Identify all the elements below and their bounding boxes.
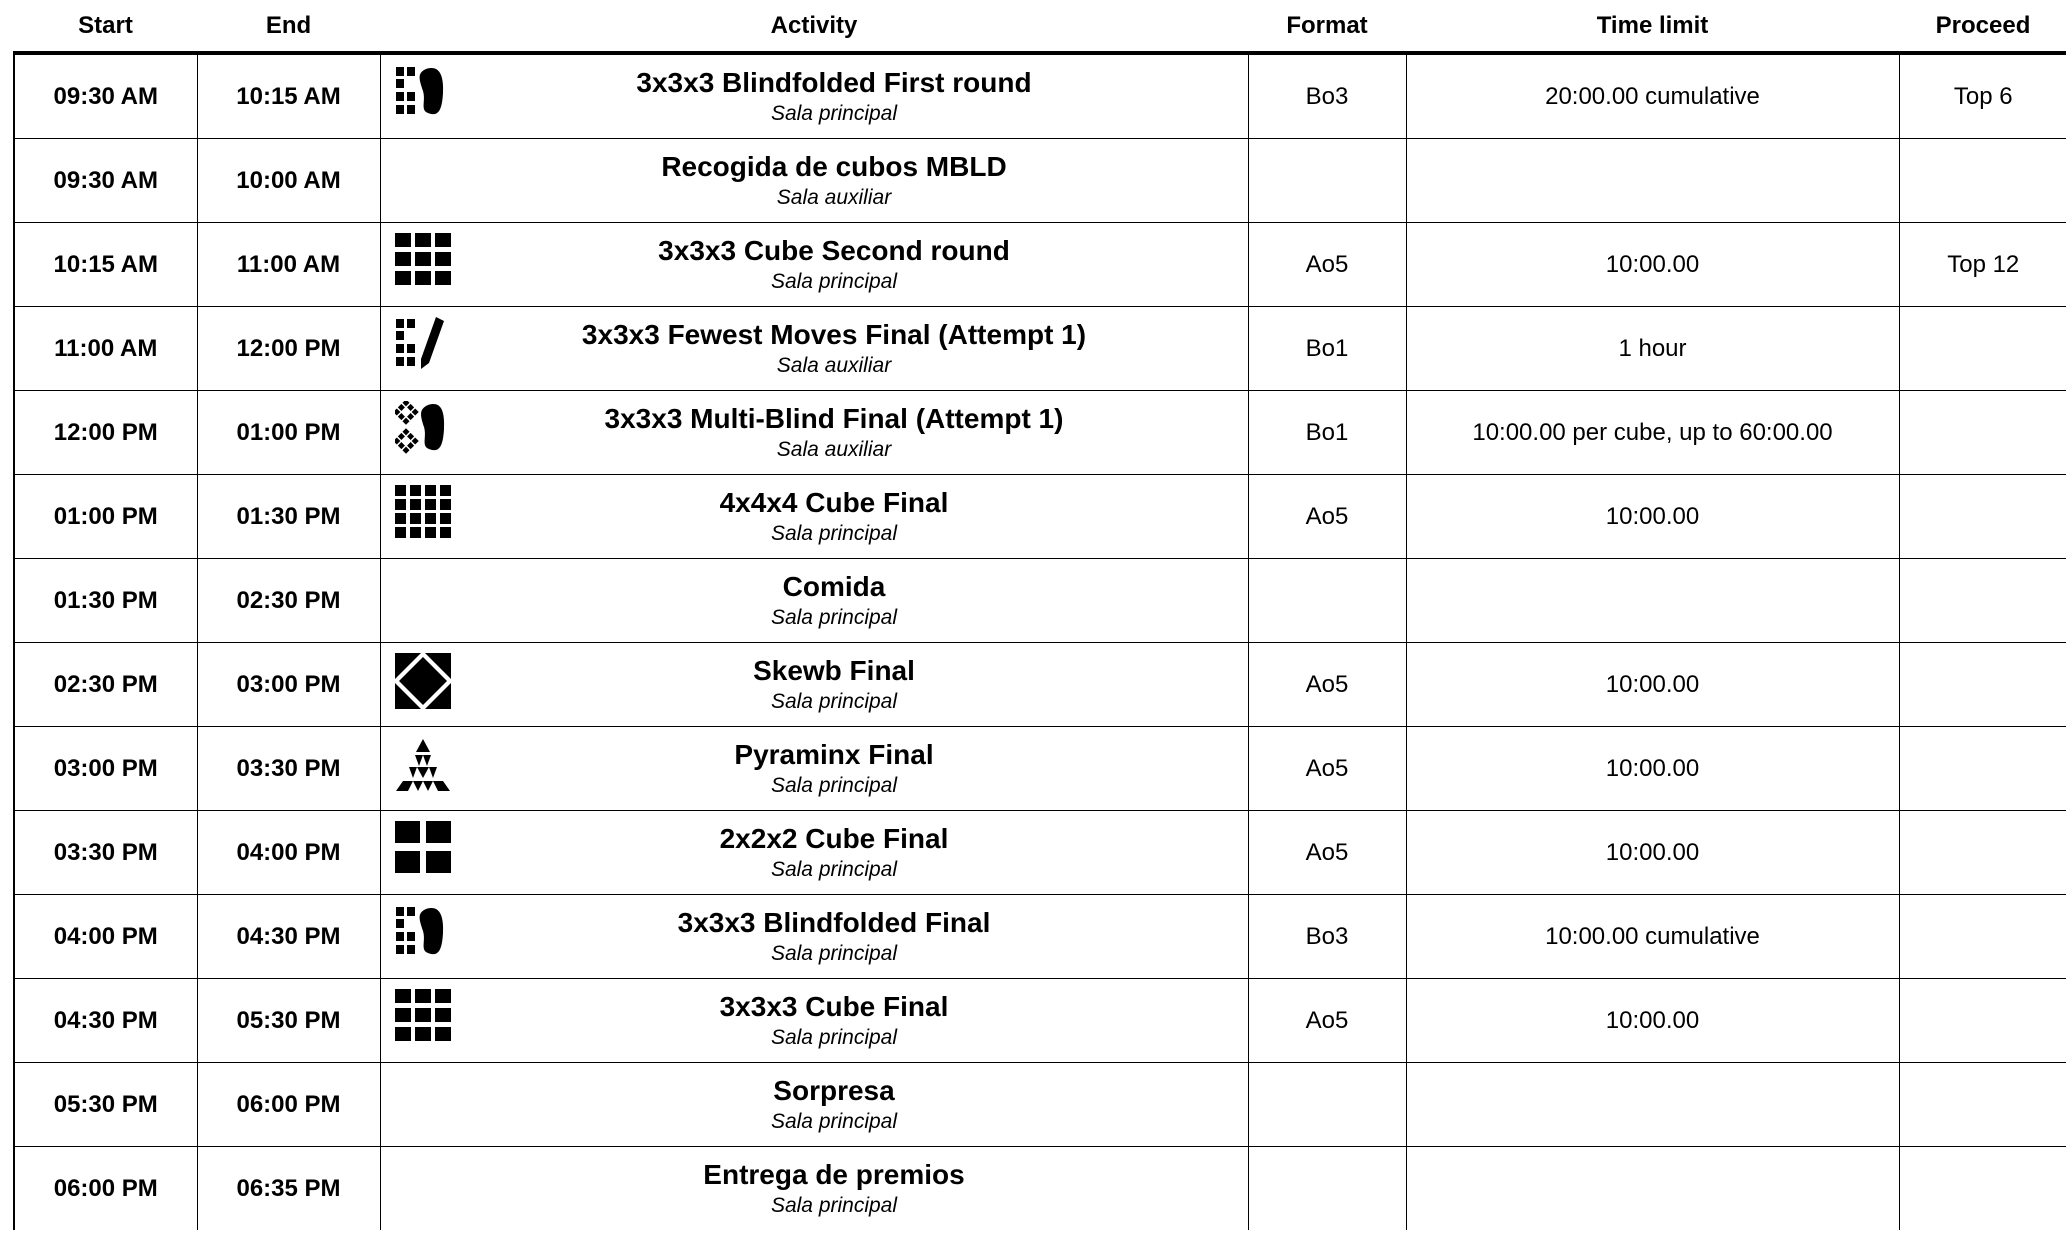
table-row bbox=[14, 1063, 2066, 1147]
activity-room: Sala principal bbox=[770, 269, 898, 293]
activity-cell bbox=[380, 643, 1248, 727]
start-time: 09:30 AM bbox=[14, 139, 197, 223]
activity-name: 3x3x3 Blindfolded Final bbox=[677, 906, 991, 938]
start-time: 02:30 PM bbox=[14, 643, 197, 727]
activity-cell bbox=[380, 895, 1248, 979]
proceed-cell bbox=[1899, 811, 2066, 895]
proceed-cell bbox=[1899, 139, 2066, 223]
time-limit-cell: 1 hour bbox=[1406, 307, 1899, 391]
3x3-blindfolded-icon bbox=[395, 65, 451, 121]
proceed-cell bbox=[1899, 391, 2066, 475]
activity-cell bbox=[380, 727, 1248, 811]
end-time: 06:00 PM bbox=[197, 1063, 380, 1147]
proceed-cell bbox=[1899, 643, 2066, 727]
activity-cell bbox=[380, 559, 1248, 643]
2x2-cube-icon bbox=[395, 821, 451, 877]
activity-cell bbox=[380, 979, 1248, 1063]
header-row bbox=[14, 0, 2066, 53]
activity-name: 4x4x4 Cube Final bbox=[719, 486, 949, 518]
start-time: 04:30 PM bbox=[14, 979, 197, 1063]
end-time: 06:35 PM bbox=[197, 1147, 380, 1231]
3x3-blindfolded-icon bbox=[395, 905, 451, 961]
time-limit-cell: 10:00.00 bbox=[1406, 811, 1899, 895]
end-time: 12:00 PM bbox=[197, 307, 380, 391]
time-limit-cell: 10:00.00 cumulative bbox=[1406, 895, 1899, 979]
format-cell: Bo3 bbox=[1248, 895, 1406, 979]
proceed-cell bbox=[1899, 895, 2066, 979]
activity-name: 3x3x3 Cube Second round bbox=[658, 234, 1010, 266]
activity-room: Sala principal bbox=[770, 773, 898, 797]
end-time: 03:30 PM bbox=[197, 727, 380, 811]
activity-name: 3x3x3 Multi-Blind Final (Attempt 1) bbox=[604, 402, 1064, 434]
activity-cell bbox=[380, 391, 1248, 475]
proceed-cell bbox=[1899, 727, 2066, 811]
time-limit-cell: 20:00.00 cumulative bbox=[1406, 53, 1899, 139]
skewb-icon bbox=[395, 653, 451, 709]
table-row bbox=[14, 53, 2066, 139]
table-row bbox=[14, 895, 2066, 979]
table-row bbox=[14, 223, 2066, 307]
end-time: 10:00 AM bbox=[197, 139, 380, 223]
header-end: End bbox=[197, 0, 380, 53]
fewest-moves-icon bbox=[395, 317, 451, 373]
header-start: Start bbox=[14, 0, 197, 53]
proceed-cell bbox=[1899, 475, 2066, 559]
proceed-cell bbox=[1899, 979, 2066, 1063]
format-cell: Ao5 bbox=[1248, 475, 1406, 559]
end-time: 11:00 AM bbox=[197, 223, 380, 307]
activity-room: Sala principal bbox=[770, 1193, 898, 1217]
pyraminx-icon bbox=[395, 737, 451, 793]
format-cell: Ao5 bbox=[1248, 727, 1406, 811]
table-row bbox=[14, 307, 2066, 391]
end-time: 10:15 AM bbox=[197, 53, 380, 139]
activity-cell bbox=[380, 307, 1248, 391]
activity-room: Sala principal bbox=[770, 857, 898, 881]
time-limit-cell bbox=[1406, 1063, 1899, 1147]
start-time: 11:00 AM bbox=[14, 307, 197, 391]
start-time: 03:00 PM bbox=[14, 727, 197, 811]
proceed-cell bbox=[1899, 1147, 2066, 1231]
activity-name: 2x2x2 Cube Final bbox=[719, 822, 949, 854]
activity-room: Sala auxiliar bbox=[776, 353, 892, 377]
end-time: 02:30 PM bbox=[197, 559, 380, 643]
start-time: 03:30 PM bbox=[14, 811, 197, 895]
activity-room: Sala auxiliar bbox=[776, 437, 892, 461]
multi-blind-icon bbox=[395, 401, 451, 457]
activity-name: Recogida de cubos MBLD bbox=[661, 150, 1007, 182]
activity-cell bbox=[380, 223, 1248, 307]
format-cell: Bo1 bbox=[1248, 391, 1406, 475]
start-time: 12:00 PM bbox=[14, 391, 197, 475]
table-row bbox=[14, 643, 2066, 727]
time-limit-cell bbox=[1406, 1147, 1899, 1231]
table-row bbox=[14, 391, 2066, 475]
activity-room: Sala principal bbox=[770, 521, 898, 545]
activity-room: Sala principal bbox=[770, 605, 898, 629]
end-time: 04:30 PM bbox=[197, 895, 380, 979]
time-limit-cell: 10:00.00 bbox=[1406, 727, 1899, 811]
activity-room: Sala principal bbox=[770, 1109, 898, 1133]
end-time: 01:30 PM bbox=[197, 475, 380, 559]
activity-cell bbox=[380, 139, 1248, 223]
table-row bbox=[14, 811, 2066, 895]
proceed-cell bbox=[1899, 307, 2066, 391]
activity-cell bbox=[380, 1063, 1248, 1147]
activity-cell bbox=[380, 475, 1248, 559]
activity-cell bbox=[380, 1147, 1248, 1231]
proceed-cell: Top 6 bbox=[1899, 53, 2066, 139]
start-time: 09:30 AM bbox=[14, 53, 197, 139]
table-row bbox=[14, 727, 2066, 811]
end-time: 05:30 PM bbox=[197, 979, 380, 1063]
start-time: 06:00 PM bbox=[14, 1147, 197, 1231]
format-cell: Ao5 bbox=[1248, 979, 1406, 1063]
time-limit-cell: 10:00.00 bbox=[1406, 223, 1899, 307]
start-time: 05:30 PM bbox=[14, 1063, 197, 1147]
table-row bbox=[14, 979, 2066, 1063]
activity-name: Entrega de premios bbox=[703, 1158, 965, 1190]
activity-name: 3x3x3 Fewest Moves Final (Attempt 1) bbox=[581, 318, 1087, 350]
activity-name: Skewb Final bbox=[753, 654, 915, 686]
table-row bbox=[14, 139, 2066, 223]
activity-room: Sala principal bbox=[770, 689, 898, 713]
3x3-cube-icon bbox=[395, 233, 451, 289]
table-row bbox=[14, 475, 2066, 559]
format-cell bbox=[1248, 139, 1406, 223]
proceed-cell bbox=[1899, 1063, 2066, 1147]
time-limit-cell bbox=[1406, 139, 1899, 223]
format-cell: Bo3 bbox=[1248, 53, 1406, 139]
start-time: 01:30 PM bbox=[14, 559, 197, 643]
time-limit-cell: 10:00.00 bbox=[1406, 475, 1899, 559]
activity-room: Sala principal bbox=[770, 101, 898, 125]
schedule-table bbox=[13, 0, 2066, 1230]
activity-name: Sorpresa bbox=[773, 1074, 895, 1106]
activity-name: Comida bbox=[782, 570, 886, 602]
activity-name: Pyraminx Final bbox=[734, 738, 934, 770]
table-row bbox=[14, 1147, 2066, 1231]
time-limit-cell bbox=[1406, 559, 1899, 643]
header-format: Format bbox=[1248, 0, 1406, 53]
activity-cell bbox=[380, 53, 1248, 139]
3x3-cube-icon bbox=[395, 989, 451, 1045]
start-time: 10:15 AM bbox=[14, 223, 197, 307]
end-time: 03:00 PM bbox=[197, 643, 380, 727]
format-cell: Ao5 bbox=[1248, 643, 1406, 727]
start-time: 01:00 PM bbox=[14, 475, 197, 559]
activity-name: 3x3x3 Cube Final bbox=[719, 990, 949, 1022]
format-cell: Ao5 bbox=[1248, 223, 1406, 307]
activity-cell bbox=[380, 811, 1248, 895]
activity-name: 3x3x3 Blindfolded First round bbox=[636, 66, 1032, 98]
format-cell bbox=[1248, 1063, 1406, 1147]
activity-room: Sala auxiliar bbox=[776, 185, 892, 209]
header-time-limit: Time limit bbox=[1406, 0, 1899, 53]
time-limit-cell: 10:00.00 bbox=[1406, 979, 1899, 1063]
end-time: 04:00 PM bbox=[197, 811, 380, 895]
format-cell bbox=[1248, 1147, 1406, 1231]
time-limit-cell: 10:00.00 bbox=[1406, 643, 1899, 727]
activity-room: Sala principal bbox=[770, 941, 898, 965]
time-limit-cell: 10:00.00 per cube, up to 60:00.00 bbox=[1406, 391, 1899, 475]
start-time: 04:00 PM bbox=[14, 895, 197, 979]
format-cell bbox=[1248, 559, 1406, 643]
format-cell: Bo1 bbox=[1248, 307, 1406, 391]
proceed-cell: Top 12 bbox=[1899, 223, 2066, 307]
activity-room: Sala principal bbox=[770, 1025, 898, 1049]
format-cell: Ao5 bbox=[1248, 811, 1406, 895]
4x4-cube-icon bbox=[395, 485, 451, 541]
header-proceed: Proceed bbox=[1899, 0, 2066, 53]
proceed-cell bbox=[1899, 559, 2066, 643]
header-activity: Activity bbox=[380, 0, 1248, 53]
end-time: 01:00 PM bbox=[197, 391, 380, 475]
table-row bbox=[14, 559, 2066, 643]
